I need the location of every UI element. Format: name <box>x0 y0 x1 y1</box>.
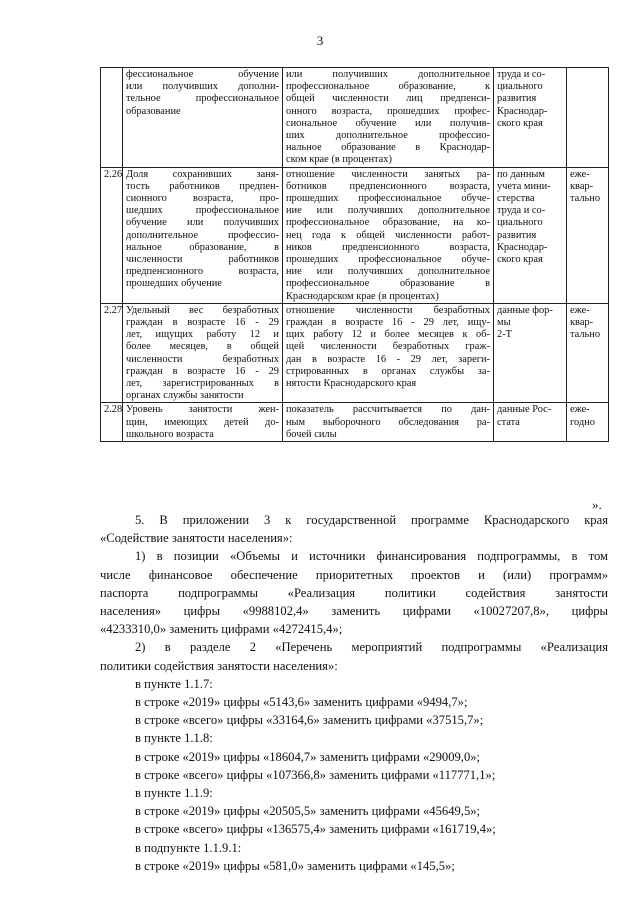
amendment-text <box>100 511 608 875</box>
cell-text-line: сионного возраста, про- <box>126 193 279 205</box>
cell-text-line: общей численности лиц предпенси- <box>286 93 490 105</box>
table-row <box>101 303 609 403</box>
cell-text-line: труда и со- <box>497 69 546 80</box>
cell-text-line: ботников предпенсионного возраста, <box>286 180 490 192</box>
cell-text-line: Уровень занятости жен- <box>126 404 279 416</box>
cell-text-line: прошедших обучение <box>126 278 222 290</box>
cell-text-line: ского края <box>497 254 543 266</box>
list-item: в пункте 1.1.9: <box>135 786 213 801</box>
list-item: в строке «2019» цифры «5143,6» заменить цифрами «9494,7»; <box>135 695 468 710</box>
cell-text-line: сиональное обучение или получив- <box>286 117 490 129</box>
cell-text-line: нец года к общей численности работ- <box>286 229 490 241</box>
table-row <box>101 167 609 303</box>
cell-text-line: Удельный вес безработных <box>126 304 279 316</box>
list-item: в строке «2019» цифры «581,0» заменить цифрами «145,5»; <box>135 858 455 873</box>
row-number-cell <box>101 68 123 168</box>
text-line: 2) в разделе 2 «Перечень мероприятий подпрограммы «Реализация <box>135 640 608 655</box>
cell-text-line: граждан в возрасте 16 - 29 <box>126 317 279 329</box>
cell-text-line: лет, зарегистрированных в <box>126 378 279 390</box>
cell-text-line: труда и со- <box>497 205 546 217</box>
periodicity-cell <box>567 167 609 303</box>
cell-text-line: отношение численности занятых ра- <box>286 168 490 180</box>
cell-text-line: профессиональное образование в <box>286 278 490 290</box>
cell-text-line: граждан в возрасте 16 - 29 лет, ищу- <box>286 317 490 329</box>
cell-text-line: бочей силы <box>286 428 337 440</box>
cell-text-line: квар- <box>570 317 594 329</box>
cell-text-line: Краснодарском крае (в процентах) <box>286 290 439 302</box>
text-line: паспорта подпрограммы «Реализация политики содействия занятости <box>100 585 608 600</box>
cell-text-line: 2-Т <box>497 329 513 341</box>
text-line: «Содействие занятости населения»: <box>100 531 293 546</box>
text-line: 5. В приложении 3 к государственной программе Краснодарского края <box>135 513 608 527</box>
cell-text-line: щей численности безработных граж- <box>286 341 490 353</box>
cell-text-line: нальное образование, в <box>126 241 279 253</box>
calculation-method-cell <box>283 167 494 303</box>
cell-text-line: ние или получивших дополнительное <box>286 266 490 278</box>
table-row <box>101 68 609 168</box>
cell-text-line: дополнительное профессио- <box>126 229 279 241</box>
cell-text-line: дан в возрасте 16 - 29 лет, зареги- <box>286 353 490 365</box>
list-item: в строке «всего» цифры «33164,6» заменить цифрами «37515,7»; <box>135 713 484 728</box>
cell-text-line: лет, ищущих работу 12 и <box>126 329 279 341</box>
list-item: в строке «2019» цифры «18604,7» заменить цифрами «29009,0»; <box>135 749 481 764</box>
text-line: населения» цифры «9988102,4» заменить цифрами «10027207,8», цифры <box>100 604 608 619</box>
cell-text-line: стерства <box>497 193 535 205</box>
paragraph-item-2 <box>100 638 608 674</box>
cell-text-line: мы <box>497 317 511 329</box>
cell-text-line: щих работу 12 и более месяцев к об- <box>286 329 490 341</box>
list-item: в строке «2019» цифры «20505,5» заменить цифрами «45649,5»; <box>135 804 481 819</box>
text-line: политики содействия занятости населения»: <box>100 658 338 673</box>
cell-text-line: данные Рос- <box>497 404 552 416</box>
periodicity-cell <box>567 403 609 442</box>
cell-text-line: квар- <box>570 180 594 192</box>
cell-text-line: Краснодар- <box>497 241 548 253</box>
text-line: числе финансовое обеспечение приоритетных проектов и (или) программ» <box>100 567 608 582</box>
cell-text-line: численности работников <box>126 254 279 266</box>
cell-text-line: тельное профессиональное <box>126 93 279 105</box>
cell-text-line: онного возраста, прошедших профес- <box>286 105 490 117</box>
indicator-name-cell <box>123 403 283 442</box>
text-line: 1) в позиции «Объемы и источники финансирования подпрограммы, в том <box>135 549 608 564</box>
cell-text-line: ние или получивших дополнительное <box>286 205 490 217</box>
cell-text-line: щин, имеющих детей до- <box>126 416 279 428</box>
cell-text-line: нальное образование в Краснодар- <box>286 142 490 154</box>
list-item: в пункте 1.1.7: <box>135 676 213 691</box>
cell-text-line: или получивших дополнительное <box>286 69 490 80</box>
periodicity-cell <box>567 303 609 403</box>
cell-text-line: обучение или получивших <box>126 217 279 229</box>
cell-text-line: более месяцев, в общей <box>126 341 279 353</box>
list-item: в строке «всего» цифры «136575,4» заменить цифрами «161719,4»; <box>135 822 496 837</box>
text-line: «4233310,0» заменить цифрами «4272415,4»; <box>100 622 343 637</box>
cell-text-line: Доля сохранивших заня- <box>126 168 279 180</box>
cell-text-line: тально <box>570 193 601 205</box>
table-row <box>101 403 609 442</box>
calculation-method-cell <box>283 403 494 442</box>
paragraph-item-1 <box>100 547 608 638</box>
indicator-name-cell <box>123 167 283 303</box>
cell-text-line: ников предпенсионного возраста, <box>286 241 490 253</box>
cell-text-line: профессиональное образование, на ко- <box>286 217 490 229</box>
indicator-name-cell <box>123 68 283 168</box>
cell-text-line: учета мини- <box>497 180 551 192</box>
calculation-method-cell <box>283 303 494 403</box>
row-number-cell: 2.28 <box>101 403 123 442</box>
cell-text-line: циального <box>497 81 543 93</box>
cell-text-line: или получивших дополни- <box>126 81 279 93</box>
indicators-table <box>100 67 609 442</box>
row-number-cell: 2.27 <box>101 303 123 403</box>
cell-text-line: школьного возраста <box>126 428 214 440</box>
cell-text-line: органах службы занятости <box>126 390 244 402</box>
cell-text-line: прошедших профессиональное обуче- <box>286 254 490 266</box>
cell-text-line: тально <box>570 329 601 341</box>
replacement-list <box>100 675 608 875</box>
data-source-cell <box>494 167 567 303</box>
list-item: в пункте 1.1.8: <box>135 731 213 746</box>
list-item: в подпункте 1.1.9.1: <box>135 840 242 855</box>
cell-text-line: ным выборочного обследования ра- <box>286 416 490 428</box>
data-source-cell <box>494 68 567 168</box>
indicator-name-cell <box>123 303 283 403</box>
cell-text-line: еже- <box>570 168 590 180</box>
cell-text-line: еже- <box>570 304 590 316</box>
cell-text-line: граждан в возрасте 16 - 29 <box>126 365 279 377</box>
cell-text-line: предпенсионного возраста, <box>126 266 279 278</box>
cell-text-line: образование <box>126 105 181 117</box>
cell-text-line: циального <box>497 217 543 229</box>
cell-text-line: показатель рассчитывается по дан- <box>286 404 490 416</box>
paragraph-5 <box>100 511 608 547</box>
list-item: в строке «всего» цифры «107366,8» заменить цифрами «117771,1»; <box>135 767 496 782</box>
cell-text-line: тость работников предпен- <box>126 180 279 192</box>
cell-text-line: численности безработных <box>126 353 279 365</box>
cell-text-line: нятости Краснодарского края <box>286 378 417 390</box>
cell-text-line: фессиональное обучение <box>126 69 279 80</box>
periodicity-cell <box>567 68 609 168</box>
cell-text-line: годно <box>570 416 595 428</box>
cell-text-line: ского края <box>497 117 543 129</box>
cell-text-line: развития <box>497 93 537 105</box>
cell-text-line: данные фор- <box>497 304 553 316</box>
cell-text-line: шедших профессиональное <box>126 205 279 217</box>
cell-text-line: отношение численности безработных <box>286 304 490 316</box>
cell-text-line: ском крае (в процентах) <box>286 154 392 166</box>
cell-text-line: развития <box>497 229 537 241</box>
row-number-cell: 2.26 <box>101 167 123 303</box>
cell-text-line: по данным <box>497 168 545 180</box>
closing-quote: ». <box>592 497 602 512</box>
cell-text-line: стрированных в органах службы за- <box>286 365 490 377</box>
cell-text-line: профессиональное образование, к <box>286 81 490 93</box>
cell-text-line: прошедших профессиональное обуче- <box>286 193 490 205</box>
page-number: 3 <box>316 33 324 48</box>
data-source-cell <box>494 303 567 403</box>
cell-text-line: стата <box>497 416 520 428</box>
cell-text-line: ших дополнительное профессио- <box>286 130 490 142</box>
cell-text-line: Краснодар- <box>497 105 548 117</box>
calculation-method-cell <box>283 68 494 168</box>
cell-text-line: еже- <box>570 404 590 416</box>
data-source-cell <box>494 403 567 442</box>
